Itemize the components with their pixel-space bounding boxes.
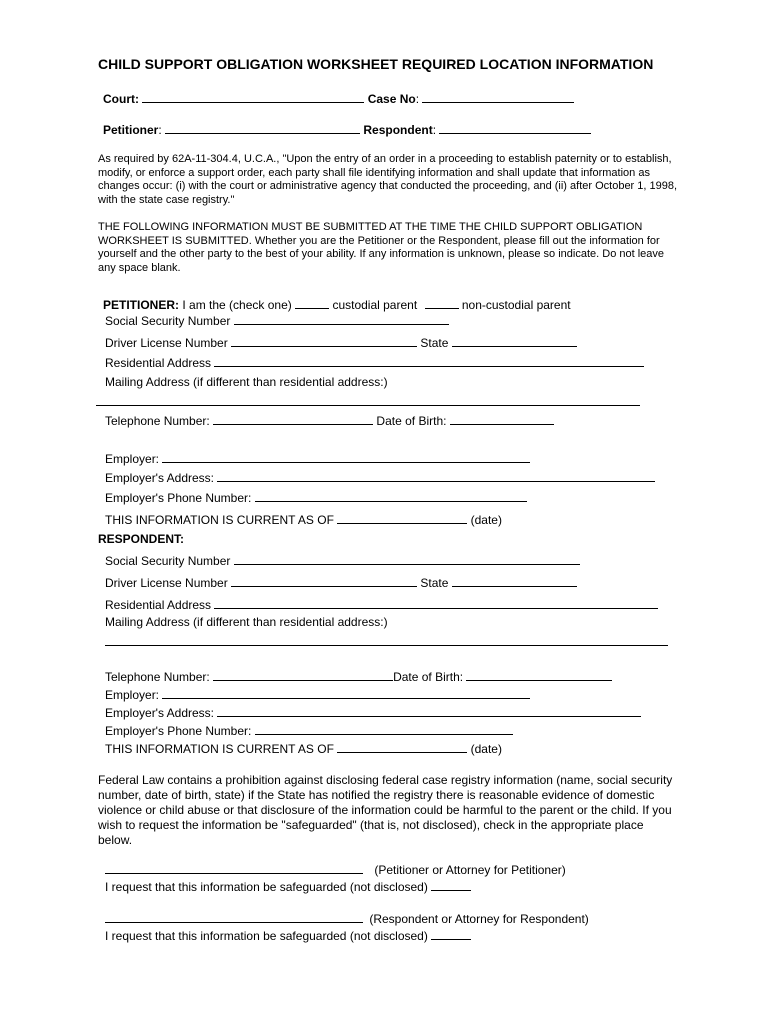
respondent-phone-field[interactable] (213, 669, 393, 681)
court-label: Court: (103, 92, 139, 106)
petitioner-phone-row (105, 413, 554, 428)
page-title: CHILD SUPPORT OBLIGATION WORKSHEET REQUIRED LOCATION INFORMATION (98, 56, 654, 72)
respondent-residential-row (105, 597, 658, 612)
case-no-field[interactable] (422, 91, 574, 103)
respondent-employer-row (105, 687, 530, 702)
respondent-dl-row (105, 575, 577, 590)
respondent-dob-field[interactable] (466, 669, 612, 681)
petitioner-dl-row (105, 335, 577, 350)
petitioner-state-field[interactable] (452, 335, 577, 347)
respondent-ssn-field[interactable] (234, 553, 580, 565)
telephone-label: Telephone Number: (105, 414, 210, 428)
safeguard-request-label: I request that this information be safeguarded (not disclosed) (105, 880, 428, 894)
petitioner-dl-field[interactable] (231, 335, 417, 347)
dl-label: Driver License Number (105, 336, 228, 350)
state-label: State (420, 336, 449, 350)
custodial-check[interactable] (295, 297, 329, 309)
dob-label: Date of Birth: (393, 670, 464, 684)
case-no-colon: : (415, 92, 420, 106)
federal-law-paragraph: Federal Law contains a prohibition against disclosing federal case registry information (name, social security number, date of birth, state) if the State has notified the registry there is reasonable evidence of domestic violence or child abuse or that disclosure of the information could be harmful to the parent or the child. If you wish to request the information be "safeguarded" (that is, not disclosed), check in the appropriate place below. (98, 773, 673, 847)
petitioner-safeguard-row (105, 879, 471, 894)
respondent-signature-caption: (Respondent or Attorney for Respondent) (369, 912, 589, 926)
dob-label: Date of Birth: (376, 414, 447, 428)
residential-label: Residential Address (105, 356, 212, 370)
petitioner-ssn-field[interactable] (234, 313, 449, 325)
date-label: (date) (470, 742, 502, 756)
petitioner-employer-field[interactable] (162, 451, 530, 463)
respondent-mailing-label: Mailing Address (if different than residential address:) (105, 615, 388, 629)
petitioner-residential-row (105, 355, 644, 370)
petitioner-mailing-label: Mailing Address (if different than residential address:) (105, 375, 388, 389)
respondent-mailing-field[interactable] (105, 645, 668, 646)
respondent-dl-field[interactable] (231, 575, 417, 587)
petitioner-employer-address-field[interactable] (217, 470, 655, 482)
safeguard-request-label: I request that this information be safeguarded (not disclosed) (105, 929, 428, 943)
respondent-safeguard-check[interactable] (431, 928, 471, 940)
petitioner-signature-row (105, 862, 566, 877)
date-label: (date) (470, 513, 502, 527)
petitioner-employer-phone-field[interactable] (255, 490, 527, 502)
petitioner-residential-field[interactable] (214, 355, 644, 367)
ssn-label: Social Security Number (105, 314, 231, 328)
petitioner-current-row (105, 512, 502, 527)
petitioner-heading: PETITIONER: (103, 298, 180, 312)
petitioner-dob-field[interactable] (450, 413, 554, 425)
noncustodial-label: non-custodial parent (461, 298, 571, 312)
respondent-employer-address-field[interactable] (217, 705, 641, 717)
employer-label: Employer: (105, 452, 160, 466)
noncustodial-check[interactable] (425, 297, 459, 309)
parties-row (103, 122, 591, 137)
respondent-safeguard-row (105, 928, 471, 943)
respondent-colon: : (432, 123, 437, 137)
ssn-label: Social Security Number (105, 554, 231, 568)
current-as-of-label: THIS INFORMATION IS CURRENT AS OF (105, 742, 334, 756)
dl-label: Driver License Number (105, 576, 228, 590)
respondent-employer-address-row (105, 705, 641, 720)
state-label: State (420, 576, 449, 590)
employer-address-label: Employer's Address: (105, 706, 215, 720)
check-one-label: I am the (check one) (182, 298, 292, 312)
employer-address-label: Employer's Address: (105, 471, 215, 485)
petitioner-safeguard-check[interactable] (431, 879, 471, 891)
respondent-current-row (105, 741, 502, 756)
respondent-label: Respondent (363, 123, 433, 137)
statute-paragraph: As required by 62A-11-304.4, U.C.A., "Upon the entry of an order in a proceeding to establish paternity or to establish, modify, or enforce a support order, each party shall file identifying information and shall update that information as changes occur: (i) with the court or administrative agency that conducted the proceeding, and (ii) after October 1, 1998, with the state case registry." (98, 153, 678, 206)
respondent-employer-field[interactable] (162, 687, 530, 699)
petitioner-colon: : (158, 123, 162, 137)
case-no-label: Case No (367, 92, 416, 106)
respondent-state-field[interactable] (452, 575, 577, 587)
respondent-current-date-field[interactable] (337, 741, 467, 753)
petitioner-check-row (103, 297, 571, 312)
petitioner-signature-caption: (Petitioner or Attorney for Petitioner) (374, 863, 566, 877)
telephone-label: Telephone Number: (105, 670, 210, 684)
petitioner-current-date-field[interactable] (337, 512, 467, 524)
petitioner-mailing-field[interactable] (96, 405, 640, 406)
petitioner-ssn-row (105, 313, 449, 328)
respondent-ssn-row (105, 553, 580, 568)
respondent-residential-field[interactable] (214, 597, 658, 609)
petitioner-employer-phone-row (105, 490, 527, 505)
respondent-signature-row (105, 911, 589, 926)
residential-label: Residential Address (105, 598, 212, 612)
employer-label: Employer: (105, 688, 160, 702)
court-field[interactable] (142, 91, 364, 103)
employer-phone-label: Employer's Phone Number: (105, 724, 252, 738)
instructions-paragraph: THE FOLLOWING INFORMATION MUST BE SUBMITTED AT THE TIME THE CHILD SUPPORT OBLIGATION WORKSHEET IS SUBMITTED. Whether you are the Petitioner or the Respondent, please fill out the information for yourself and the other party to the best of your ability. If any information is unknown, please so indicate. Do not leave any space blank. (98, 221, 665, 274)
respondent-phone-row (105, 669, 612, 684)
respondent-field[interactable] (439, 122, 591, 134)
court-row (103, 91, 574, 106)
respondent-heading: RESPONDENT: (98, 532, 185, 546)
current-as-of-label: THIS INFORMATION IS CURRENT AS OF (105, 513, 334, 527)
respondent-employer-phone-row (105, 723, 513, 738)
respondent-signature-field[interactable] (105, 911, 363, 923)
petitioner-phone-field[interactable] (213, 413, 373, 425)
petitioner-employer-address-row (105, 470, 655, 485)
respondent-employer-phone-field[interactable] (255, 723, 513, 735)
petitioner-label: Petitioner (103, 123, 159, 137)
petitioner-employer-row (105, 451, 530, 466)
petitioner-signature-field[interactable] (105, 862, 363, 874)
custodial-label: custodial parent (332, 298, 418, 312)
petitioner-field[interactable] (165, 122, 360, 134)
employer-phone-label: Employer's Phone Number: (105, 491, 252, 505)
